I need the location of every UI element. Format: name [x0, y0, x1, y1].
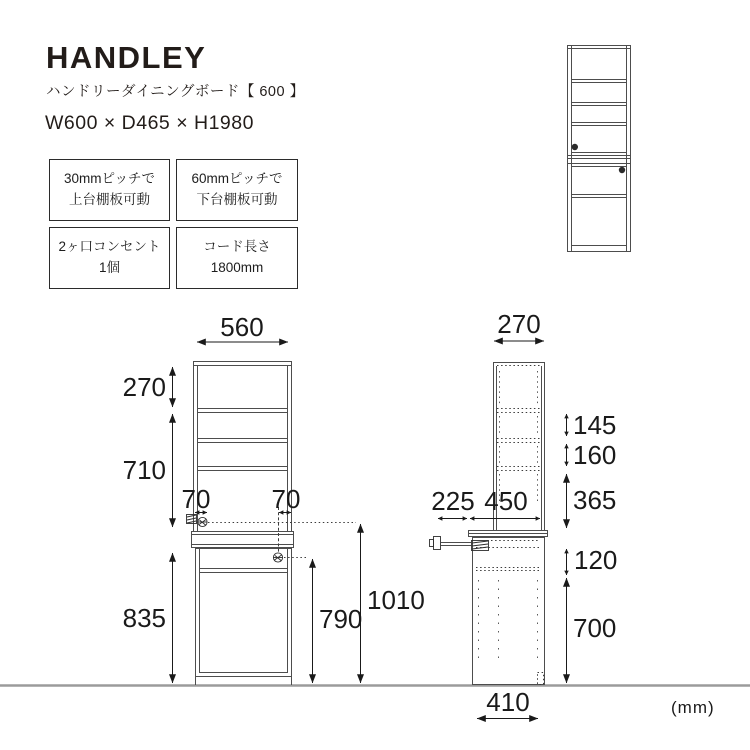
outlet-icon	[187, 515, 208, 527]
dim-drawer-height: 120	[574, 545, 618, 575]
spec-text: 30mmピッチで	[64, 171, 155, 187]
drawer-knob-icon	[619, 167, 625, 173]
product-subtitle: ハンドリーダイニングボード【 600 】	[46, 84, 305, 100]
dim-middle-section: 710	[122, 455, 166, 485]
spec-text: 下台棚板可動	[196, 192, 278, 207]
spec-text: 1800mm	[210, 260, 264, 275]
overall-dimensions: W600 × D465 × H1980	[45, 112, 254, 134]
dim-shelf-gap-1: 145	[573, 410, 617, 440]
dim-shelf-gap-2: 160	[573, 440, 617, 470]
dim-side-width: 270	[497, 309, 541, 339]
dim-shelf-gap-3: 365	[573, 485, 617, 515]
back-adjuster-hidden	[538, 673, 544, 685]
unit-note: (mm)	[671, 698, 715, 717]
dim-handle-height: 790	[319, 604, 363, 634]
front-view-drawing	[187, 361, 357, 685]
dim-lower-height: 700	[573, 613, 617, 643]
dimension-annotations	[123, 309, 715, 719]
spec-text: 1個	[98, 260, 120, 275]
power-cord-plug-icon	[430, 537, 489, 551]
door-knob-icon	[572, 144, 578, 150]
dim-front-width: 560	[220, 312, 264, 342]
spec-text: 60mmピッチで	[191, 171, 283, 187]
dim-counter-depth: 450	[484, 486, 528, 516]
dim-lower-section: 835	[122, 603, 166, 633]
dim-counter-front: 225	[431, 486, 475, 516]
spec-text: 上台棚板可動	[69, 192, 150, 207]
spec-text: 2ヶ口コンセント	[58, 239, 161, 255]
shelf-pin-holes	[500, 371, 538, 502]
dim-base-depth: 410	[486, 687, 530, 717]
handle-knob-icon	[273, 553, 282, 562]
spec-text: コード長さ	[203, 239, 271, 255]
dim-knob-offset: 70	[271, 484, 301, 514]
dim-outlet-offset: 70	[181, 484, 211, 514]
product-front-thumbnail	[568, 46, 631, 252]
side-view-drawing	[430, 362, 548, 685]
product-title: HANDLEY	[46, 40, 207, 75]
dim-upper-section: 270	[122, 372, 166, 402]
dim-outlet-height: 1010	[367, 585, 425, 615]
